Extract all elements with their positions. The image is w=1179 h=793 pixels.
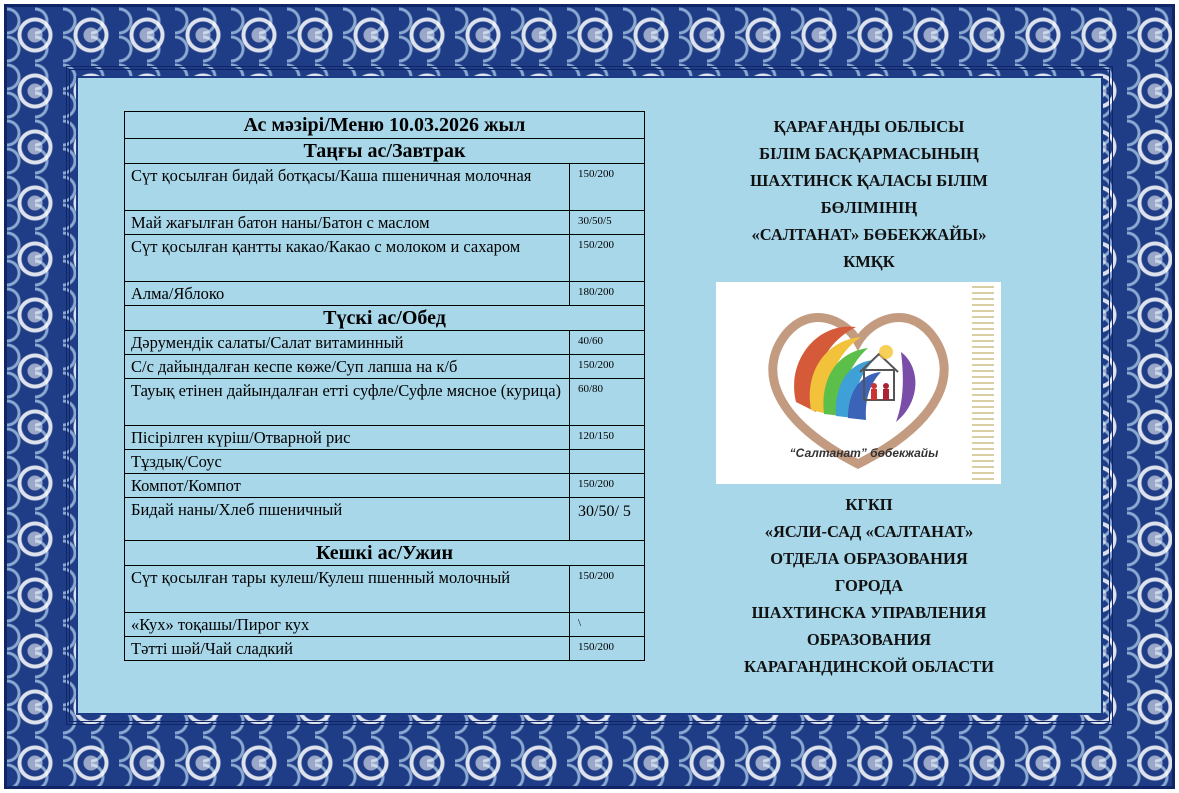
dish-portion: 60/80 bbox=[570, 379, 645, 426]
dish-portion: 30/50/ 5 bbox=[570, 498, 645, 541]
dish-name: Тауық етінен дайындалған етті суфле/Суфле мясное (курица) bbox=[125, 379, 570, 426]
header-line: БІЛІМ БАСҚАРМАСЫНЫҢ bbox=[759, 144, 979, 163]
header-line: КГКП bbox=[845, 495, 893, 514]
dish-portion: 150/200 bbox=[570, 235, 645, 282]
dish-portion: 150/200 bbox=[570, 355, 645, 379]
table-row bbox=[125, 379, 645, 426]
header-line: «ЯСЛИ-САД «САЛТАНАТ» bbox=[764, 522, 974, 541]
dish-name: Пісірілген күріш/Отварной рис bbox=[125, 426, 570, 450]
dish-name: Бидай наны/Хлеб пшеничный bbox=[125, 498, 570, 541]
table-row bbox=[125, 426, 645, 450]
dish-portion: 120/150 bbox=[570, 426, 645, 450]
dish-name: Тұздық/Соус bbox=[125, 450, 570, 474]
table-row bbox=[125, 613, 645, 637]
dish-name: С/с дайындалған кеспе көже/Суп лапша на к/б bbox=[125, 355, 570, 379]
breakfast-heading: Таңғы ас/Завтрак bbox=[125, 139, 645, 164]
dish-portion: 150/200 bbox=[570, 566, 645, 613]
kindergarten-logo bbox=[716, 282, 1001, 484]
table-row bbox=[125, 450, 645, 474]
organization-header-kz bbox=[690, 113, 1048, 275]
table-row bbox=[125, 474, 645, 498]
header-line: ҚАРАҒАНДЫ ОБЛЫСЫ bbox=[773, 117, 965, 136]
header-line: ШАХТИНСКА УПРАВЛЕНИЯ bbox=[751, 603, 987, 622]
lunch-heading: Түскі ас/Обед bbox=[125, 306, 645, 331]
dish-portion: 150/200 bbox=[570, 474, 645, 498]
dish-name: Сүт қосылған бидай ботқасы/Каша пшеничная молочная bbox=[125, 164, 570, 211]
header-line: ШАХТИНСК ҚАЛАСЫ БІЛІМ bbox=[750, 171, 988, 190]
dish-name: Сүт қосылған қантты какао/Какао с молоком и сахаром bbox=[125, 235, 570, 282]
header-line: ОТДЕЛА ОБРАЗОВАНИЯ bbox=[770, 549, 968, 568]
table-row bbox=[125, 498, 645, 541]
header-line: БӨЛІМІНІҢ bbox=[820, 198, 918, 217]
table-row bbox=[125, 331, 645, 355]
table-row bbox=[125, 235, 645, 282]
table-row bbox=[125, 211, 645, 235]
header-line: КМҚК bbox=[843, 252, 895, 271]
header-line: КАРАГАНДИНСКОЙ ОБЛАСТИ bbox=[744, 657, 994, 676]
dish-portion: 150/200 bbox=[570, 637, 645, 661]
dish-portion: \ bbox=[570, 613, 645, 637]
dish-portion: 30/50/5 bbox=[570, 211, 645, 235]
menu-title: Ас мәзірі/Меню 10.03.2026 жыл bbox=[125, 112, 645, 139]
table-row bbox=[125, 637, 645, 661]
header-line: «САЛТАНАТ» БӨБЕКЖАЙЫ» bbox=[751, 225, 987, 244]
organization-header-ru bbox=[690, 491, 1048, 680]
table-row bbox=[125, 282, 645, 306]
dish-portion bbox=[570, 450, 645, 474]
dish-name: Компот/Компот bbox=[125, 474, 570, 498]
logo-caption: “Салтанат” бөбекжайы bbox=[789, 446, 939, 460]
dish-name: Дәрумендік салаты/Салат витаминный bbox=[125, 331, 570, 355]
dish-name: Май жағылған батон наны/Батон с маслом bbox=[125, 211, 570, 235]
dish-name: Алма/Яблоко bbox=[125, 282, 570, 306]
dish-name: «Кух» тоқашы/Пирог кух bbox=[125, 613, 570, 637]
table-row bbox=[125, 164, 645, 211]
header-line: ОБРАЗОВАНИЯ bbox=[806, 630, 932, 649]
table-row bbox=[125, 566, 645, 613]
header-line: ГОРОДА bbox=[834, 576, 904, 595]
dish-name: Сүт қосылған тары кулеш/Кулеш пшенный молочный bbox=[125, 566, 570, 613]
menu-table bbox=[124, 111, 645, 661]
dinner-heading: Кешкі ас/Ужин bbox=[125, 541, 645, 566]
dish-portion: 150/200 bbox=[570, 164, 645, 211]
table-row bbox=[125, 355, 645, 379]
dish-name: Тәтті шәй/Чай сладкий bbox=[125, 637, 570, 661]
dish-portion: 180/200 bbox=[570, 282, 645, 306]
dish-portion: 40/60 bbox=[570, 331, 645, 355]
ornament-strip bbox=[972, 286, 994, 480]
